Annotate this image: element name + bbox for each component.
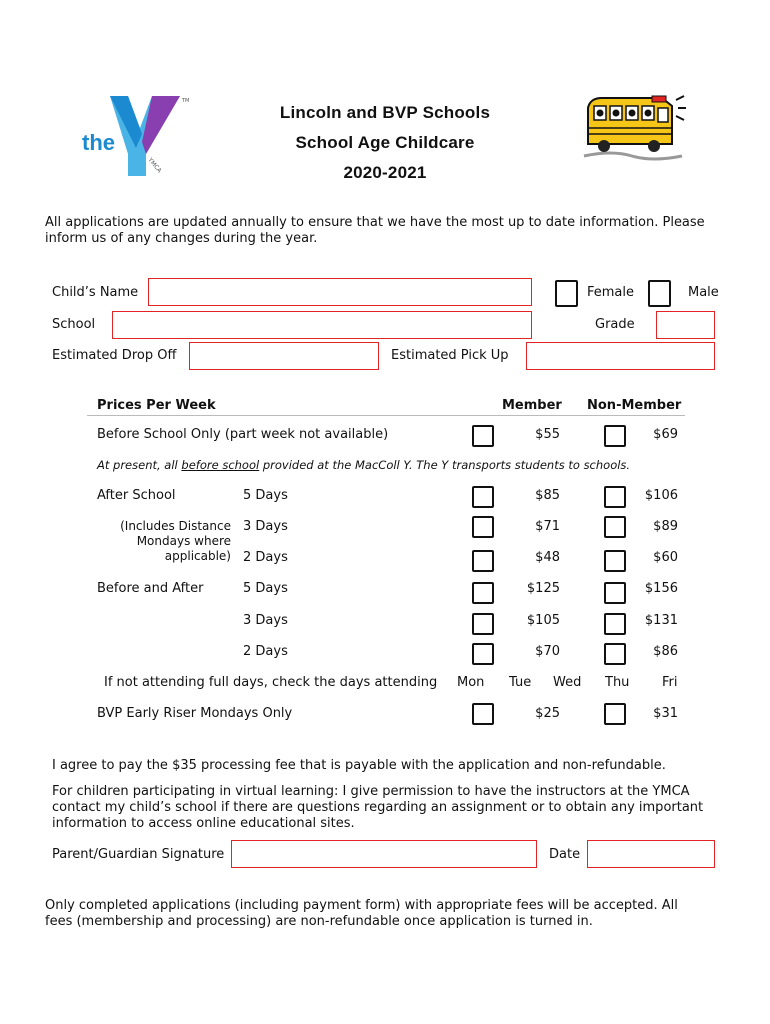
ba-5-nonmember-price: $156 xyxy=(644,581,678,596)
weekday-tue[interactable]: Tue xyxy=(509,675,532,690)
before-school-note xyxy=(97,458,630,472)
after-3-nonmember-price: $89 xyxy=(653,519,678,534)
after-5-days-label: 5 Days xyxy=(243,488,288,503)
grade-field[interactable] xyxy=(656,311,715,339)
logo-ymca-text: YMCA xyxy=(146,156,163,175)
ba-3-nonmember-price: $131 xyxy=(644,613,678,628)
pick-up-label: Estimated Pick Up xyxy=(391,348,509,363)
ba-2-member-price: $70 xyxy=(535,644,560,659)
weekday-wed[interactable]: Wed xyxy=(553,675,582,690)
before-school-label: Before School Only (part week not available) xyxy=(97,427,389,442)
school-bus-image xyxy=(582,94,688,164)
note-prefix: At present, all xyxy=(97,458,182,472)
weekday-thu[interactable]: Thu xyxy=(605,675,630,690)
intro-text: All applications are updated annually to ensure that we have the most up to date information. Please inform us of any changes during the year. xyxy=(45,215,705,246)
male-checkbox[interactable] xyxy=(648,280,671,307)
male-label: Male xyxy=(688,285,719,300)
school-field[interactable] xyxy=(112,311,532,339)
note-suffix: provided at the MacColl Y. The Y transports students to schools. xyxy=(259,458,631,472)
after-2-nonmember-price: $60 xyxy=(653,550,678,565)
days-attending-label: If not attending full days, check the days attending xyxy=(104,675,438,690)
childs-name-field[interactable] xyxy=(148,278,532,306)
before-school-member-checkbox[interactable] xyxy=(472,425,494,447)
virtual-learning-text: For children participating in virtual learning: I give permission to have the instructors at the YMCA contact my child’s school if there are questions regarding an assignment or to obtain any important information to access online educational sites. xyxy=(52,784,704,831)
page-title-line2: School Age Childcare xyxy=(295,133,475,152)
after-school-sub-label: (Includes Distance Mondays where applicable) xyxy=(120,519,231,563)
ba-3-member-checkbox[interactable] xyxy=(472,613,494,635)
pick-up-field[interactable] xyxy=(526,342,715,370)
prices-per-week-header: Prices Per Week xyxy=(97,398,216,413)
ba-5-days-label: 5 Days xyxy=(243,581,288,596)
signature-field[interactable] xyxy=(231,840,537,868)
school-label: School xyxy=(52,317,96,332)
early-riser-member-price: $25 xyxy=(535,706,560,721)
drop-off-field[interactable] xyxy=(189,342,379,370)
weekday-mon[interactable]: Mon xyxy=(457,675,485,690)
before-after-label: Before and After xyxy=(97,581,204,596)
before-school-member-price: $55 xyxy=(535,427,560,442)
page-title-line3: 2020-2021 xyxy=(343,163,427,182)
signature-label: Parent/Guardian Signature xyxy=(52,847,225,862)
member-header: Member xyxy=(502,398,562,413)
ba-5-member-price: $125 xyxy=(526,581,560,596)
nonmember-header: Non-Member xyxy=(587,398,682,413)
childs-name-label: Child’s Name xyxy=(52,285,139,300)
early-riser-member-checkbox[interactable] xyxy=(472,703,494,725)
after-3-days-label: 3 Days xyxy=(243,519,288,534)
after-2-days-label: 2 Days xyxy=(243,550,288,565)
date-label: Date xyxy=(549,847,581,862)
table-divider xyxy=(87,415,685,416)
early-riser-nonmember-price: $31 xyxy=(653,706,678,721)
after-5-nonmember-price: $106 xyxy=(644,488,678,503)
svg-text:TM: TM xyxy=(182,98,190,104)
after-2-member-checkbox[interactable] xyxy=(472,550,494,572)
early-riser-label: BVP Early Riser Mondays Only xyxy=(97,706,293,721)
after-5-member-price: $85 xyxy=(535,488,560,503)
date-field[interactable] xyxy=(587,840,715,868)
ba-2-days-label: 2 Days xyxy=(243,644,288,659)
ba-2-nonmember-price: $86 xyxy=(653,644,678,659)
after-3-member-price: $71 xyxy=(535,519,560,534)
drop-off-label: Estimated Drop Off xyxy=(52,348,177,363)
before-school-nonmember-price: $69 xyxy=(653,427,678,442)
ba-2-member-checkbox[interactable] xyxy=(472,643,494,665)
grade-label: Grade xyxy=(595,317,635,332)
weekday-fri[interactable]: Fri xyxy=(662,675,678,690)
female-label: Female xyxy=(587,285,635,300)
ba-5-member-checkbox[interactable] xyxy=(472,582,494,604)
female-checkbox[interactable] xyxy=(555,280,578,307)
after-5-member-checkbox[interactable] xyxy=(472,486,494,508)
ba-3-days-label: 3 Days xyxy=(243,613,288,628)
page-title-line1: Lincoln and BVP Schools xyxy=(279,103,491,122)
footer-text: Only completed applications (including payment form) with appropriate fees will be accepted. All fees (membership and processing) are non-refundable once application is turned in. xyxy=(45,898,678,929)
logo-the-text: the xyxy=(82,130,115,155)
processing-fee-text: I agree to pay the $35 processing fee that is payable with the application and non-refundable. xyxy=(52,758,666,773)
after-2-member-price: $48 xyxy=(535,550,560,565)
ba-3-member-price: $105 xyxy=(526,613,560,628)
after-school-label: After School xyxy=(97,488,176,503)
note-underlined: before school xyxy=(181,458,260,472)
after-3-member-checkbox[interactable] xyxy=(472,516,494,538)
